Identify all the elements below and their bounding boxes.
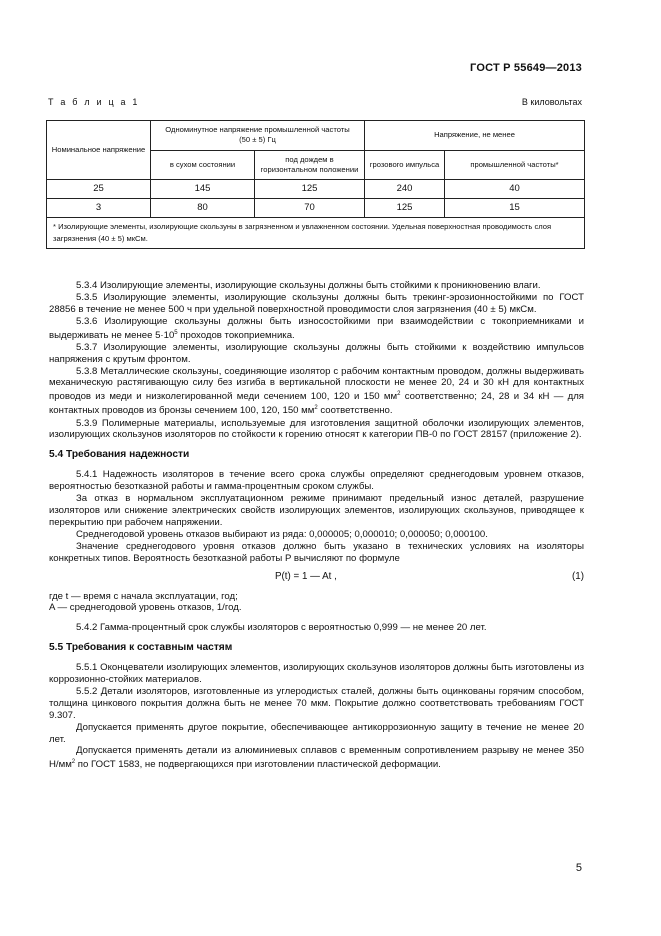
table-cell: 80: [151, 199, 255, 218]
paragraph-5-3-6: 5.3.6 Изолирующие скользуны должны быть износостойкими при взаимодействии с токоприемниками и выдерживать не менее $5\cdot 10^5$ проходов токоприемника.: [49, 315, 584, 341]
table-footnote: * Изолирующие элементы, изолирующие скользуны в загрязненном и увлажненном состоянии. Удельная поверхностная проводимость слоя загрязнения (40 ± 5) мкСм.: [47, 218, 585, 249]
header-withstand-group: Напряжение, не менее: [365, 121, 585, 151]
body-text: [49, 280, 585, 771]
formula-number: (1): [572, 570, 584, 582]
header-nominal-voltage: Номинальное напряжение: [47, 121, 151, 180]
header-power-frequency-line1: Одноминутное напряжение промышленной частоты: [165, 125, 350, 134]
table-units: В киловольтах: [521, 97, 582, 107]
section-heading-5-4: 5.4 Требования надежности: [49, 449, 190, 461]
formula-1: [49, 569, 584, 587]
paragraph-failure-rate-series: Среднегодовой уровень отказов выбирают из ряда: 0,000005; 0,000010; 0,000050; 0,000100.: [76, 528, 488, 540]
definition-t: где t — время с начала эксплуатации, год;: [49, 590, 238, 602]
page-number: 5: [575, 862, 582, 874]
paragraph-5-5-1: 5.5.1 Оконцеватели изолирующих элементов, изолирующих скользунов изоляторов должны быть изготовлены из коррозионно-стойких материалов.: [49, 662, 584, 686]
header-power-frequency-group: [151, 121, 365, 151]
table-cell: 3: [47, 199, 151, 218]
table-row: [47, 199, 585, 218]
paragraph-5-3-7: 5.3.7 Изолирующие элементы, изолирующие скользуны должны быть стойкими к воздействию импульсов напряжения с крутым фронтом.: [49, 341, 584, 365]
document-code: ГОСТ Р 55649—2013: [470, 62, 582, 74]
table-cell: 15: [445, 199, 585, 218]
header-power-frequency-line2: (50 ± 5) Гц: [239, 135, 276, 145]
voltage-table: [46, 120, 585, 249]
formula-expression: P(t) = 1 — At ,: [275, 570, 337, 582]
paragraph-5-5-2: 5.5.2 Детали изоляторов, изготовленные из углеродистых сталей, должны быть оцинкованы горячим способом, толщина цинкового покрытия должна быть не менее 70 мкм. Покрытие должно соответствовать требованиям ГОСТ 9.307.: [49, 685, 584, 721]
table-cell: 125: [365, 199, 445, 218]
paragraph-5-4-2: 5.4.2 Гамма-процентный срок службы изоляторов с вероятностью 0,999 — не менее 20 лет.: [76, 622, 487, 634]
header-dry-state: в сухом состоянии: [151, 150, 255, 180]
paragraph-5-3-8: 5.3.8 Металлические скользуны, соединяющие изолятор с рабочим контактным проводом, должны выдерживать механическую растягивающую силу без изгиба в вертикальной плоскости не менее 20, 24 и 30 кН для контактных проводов из меди и низколегированной меди сечением 100, 120 и 150 $мм^2$ соответственно; 24, 28 и 34 кН — для контактных проводов из бронзы сечением 100, 120, 150 $мм^2$ соответственно.: [49, 365, 585, 417]
paragraph-failure-definition: За отказ в нормальном эксплуатационном режиме принимают предельный износ деталей, разрушение изоляторов или снижение электрических свойств изолирующих элементов, изолирующих скользунов, приводящее к перекрытию при рабочем напряжении.: [49, 493, 584, 528]
table-cell: 70: [255, 199, 365, 218]
header-under-rain: под дождем в горизонтальном положении: [255, 150, 365, 180]
header-industrial-frequency: промышленной частоты*: [445, 150, 585, 180]
table-row: [47, 180, 585, 199]
definition-a: A — среднегодовой уровень отказов, 1/год.: [49, 602, 242, 614]
table-cell: 25: [47, 180, 151, 199]
header-lightning-impulse: грозового импульса: [365, 150, 445, 180]
table-cell: 40: [445, 180, 585, 199]
table-caption: Т а б л и ц а 1: [48, 97, 140, 107]
paragraph-alt-coating: Допускается применять другое покрытие, обеспечивающее антикоррозионную защиту в течение не менее 20 лет.: [49, 721, 584, 745]
section-heading-5-5: 5.5 Требования к составным частям: [49, 642, 233, 654]
paragraph-5-3-4: 5.3.4 Изолирующие элементы, изолирующие скользуны должны быть стойкими к проникновению влаги.: [76, 280, 541, 291]
paragraph-5-3-9: 5.3.9 Полимерные материалы, используемые для изготовления защитной оболочки изолирующих элементов, изолирующих скользунов изоляторов по стойкости к горению относят к категории ПВ-0 по ГОСТ 28157 (приложение 2).: [49, 417, 584, 441]
table-cell: 145: [151, 180, 255, 199]
paragraph-5-3-5: 5.3.5 Изолирующие элементы, изолирующие скользуны должны быть трекинг-эрозионностойкими по ГОСТ 28856 в течение не менее 500 ч при удельной поверхностной проводимости слоя загрязнения (40 ± 5) мкСм.: [49, 291, 584, 315]
paragraph-aluminium-parts: Допускается применять детали из алюминиевых сплавов с временным сопротивлением разрыву не менее 350 $Н/мм^2$ по ГОСТ 1583, не подвергающихся при изготовлении пластической деформации.: [49, 745, 584, 771]
table-cell: 240: [365, 180, 445, 199]
paragraph-probability-intro: Значение среднегодового уровня отказов должно быть указано в технических условиях на изоляторы конкретных типов. Вероятность безотказной работы P вычисляют по формуле: [49, 540, 584, 564]
paragraph-5-4-1: 5.4.1 Надежность изоляторов в течение всего срока службы определяют среднегодовым уровнем отказов, вероятностью безотказной работы и гамма-процентным сроком службы.: [49, 469, 584, 493]
table-cell: 125: [255, 180, 365, 199]
